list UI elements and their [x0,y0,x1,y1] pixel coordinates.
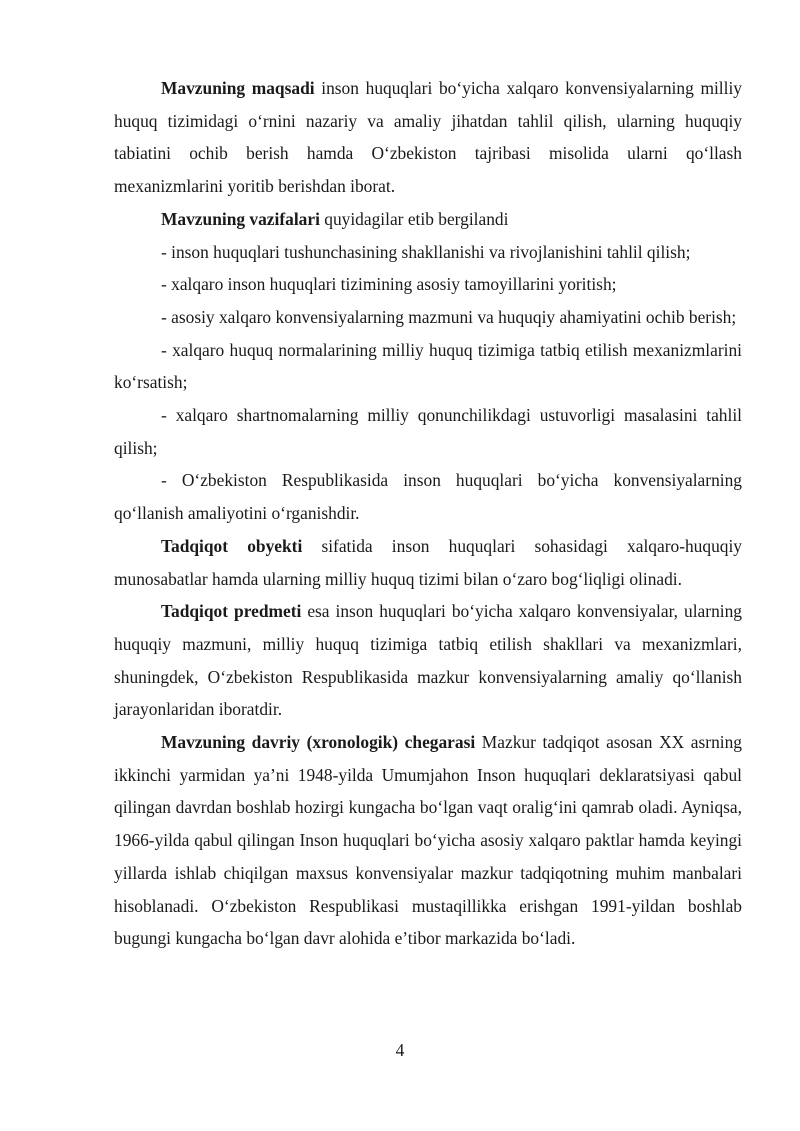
task-item: - O‘zbekiston Respublikasida inson huquqlari bo‘yicha konvensiyalarning qo‘llanish amaliyotini o‘rganishdir. [114,470,742,524]
task-item: - asosiy xalqaro konvensiyalarning mazmuni va huquqiy ahamiyatini ochib berish; [161,306,737,327]
task-item: - xalqaro huquq normalarining milliy huquq tizimiga tatbiq etilish mexanizmlarini ko‘rsatish; [114,339,742,393]
task-item: - inson huquqlari tushunchasining shakllanishi va rivojlanishini tahlil qilish; [161,241,691,262]
research-object-text: sifatida inson huquqlari sohasidagi xalqaro-huquqiy munosabatlar hamda ularning milliy huquq tizimi bilan o‘zaro bog‘liqligi olinadi. [114,535,742,589]
research-subject-paragraph [114,595,742,726]
purpose-term: Mavzuning maqsadi [161,78,315,98]
page-number: 4 [395,1040,405,1060]
tasks-paragraph [114,203,742,236]
research-object-term: Tadqiqot obyekti [161,535,303,556]
research-object-paragraph [114,530,742,595]
purpose-text: inson huquqlari bo‘yicha xalqaro konvensiyalarning milliy huquq tizimidagi o‘rnini nazariy va amaliy jihatdan tahlil qilish, ularning huquqiy tabiatini ochib berish hamda O‘zbekiston tajribasi misolida ularni qo‘llash mexanizmlarini yoritib berishdan iborat. [114,78,743,197]
research-subject-term: Tadqiqot predmeti [161,601,302,622]
task-item: - xalqaro inson huquqlari tizimining asosiy tamoyillarini yoritish; [161,274,617,295]
document-page [114,72,742,955]
chronology-text: Mazkur tadqiqot asosan XX asrning ikkinchi yarmidan ya’ni 1948-yilda Umumjahon Inson huquqlari deklaratsiyasi qabul qilingan davrdan boshlab hozirgi kungacha bo‘lgan vaqt oralig‘ini qamrab oladi. Ayniqsa, 1966-yilda qabul qilingan Inson huquqlari bo‘yicha asosiy xalqaro paktlar hamda keyingi yillarda ishlab chiqilgan maxsus konvensiyalar mazkur tadqiqotning muhim manbalari hisoblanadi. O‘zbekiston Respublikasi mustaqillikka erishgan 1991-yildan boshlab bugungi kungacha bo‘lgan davr alohida e’tibor markazida bo‘ladi. [114,732,742,949]
chronology-term: Mavzuning davriy (xronologik) chegarasi [161,732,476,753]
chronology-paragraph [114,726,742,955]
research-subject-text: esa inson huquqlari bo‘yicha xalqaro konvensiyalar, ularning huquqiy mazmuni, milliy huquq tizimiga tatbiq etilish shakllari va mexanizmlari, shuningdek, O‘zbekiston Respublikasida mazkur konvensiyalarning amaliy qo‘llanish jarayonlaridan iboratdir. [114,601,742,720]
purpose-paragraph [114,72,742,203]
task-item: - xalqaro shartnomalarning milliy qonunchilikdagi ustuvorligi masalasini tahlil qilish; [114,405,742,458]
tasks-text: quyidagilar etib bergilandi [319,208,509,229]
tasks-term: Mavzuning vazifalari [161,208,320,229]
